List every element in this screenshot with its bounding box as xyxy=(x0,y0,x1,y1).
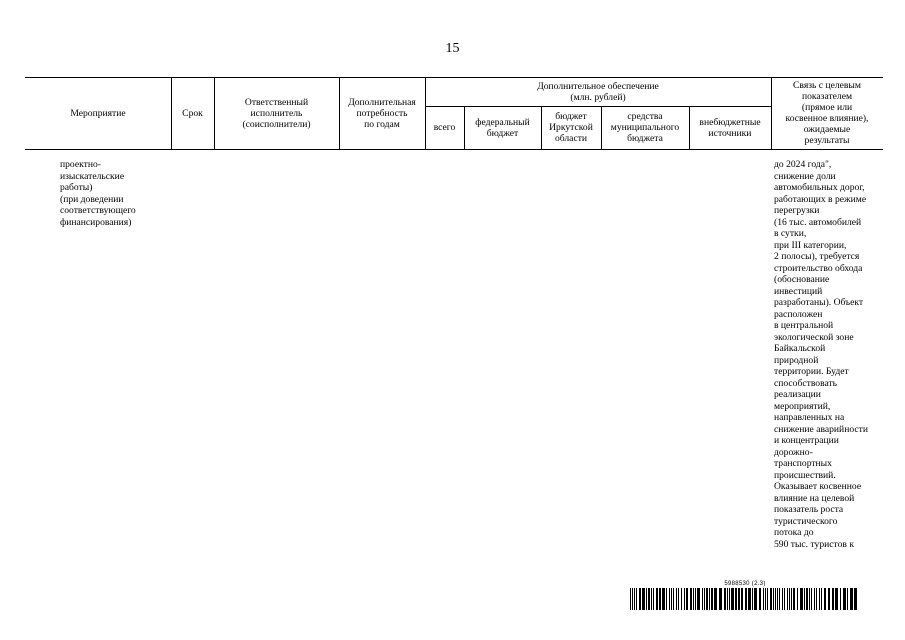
header-responsible: Ответственный исполнитель (соисполнители) xyxy=(242,96,311,130)
header-regional: бюджет Иркутской области xyxy=(549,111,593,144)
header-offbudget: внебюджетные источники xyxy=(699,116,761,139)
header-funding: Дополнительное обеспечение (млн. рублей) xyxy=(537,80,659,103)
page-number: 15 xyxy=(445,41,460,56)
header-need: Дополнительная потребность по годам xyxy=(348,96,416,130)
header-link: Связь с целевым показателем (прямое или косвенное влияние), ожидаемые результаты xyxy=(785,80,869,146)
header-measure: Мероприятие xyxy=(70,107,126,119)
barcode-number: 5988530 (2.3) xyxy=(724,581,766,587)
header-federal: федеральный бюджет xyxy=(475,116,530,139)
barcode-icon xyxy=(630,588,860,610)
header-term: Срок xyxy=(182,107,203,119)
row-link-text: до 2024 года", снижение доли автомобильных дорог, работающих в режиме перегрузки (16 тыс. автомобилей в сутки, при III категории, 2 полосы), требуется строительство обхода (обоснование инвестиций разработаны). Объект расположен в центральной экологической зоне Байкальской природной территории. Будет способствовать реализации мероприятий, направленных на снижение аварийности и концентрации дорожно- транспортных происшествий. Оказывает косвенное влияние на целевой показатель роста туристического потока до 590 тыс. туристов к xyxy=(774,159,868,550)
header-municipal: средства муниципального бюджета xyxy=(610,111,680,144)
header-total: всего xyxy=(433,122,456,133)
row-measure-text: проектно- изыскательские работы) (при доведении соответствующего финансирования) xyxy=(60,159,136,228)
